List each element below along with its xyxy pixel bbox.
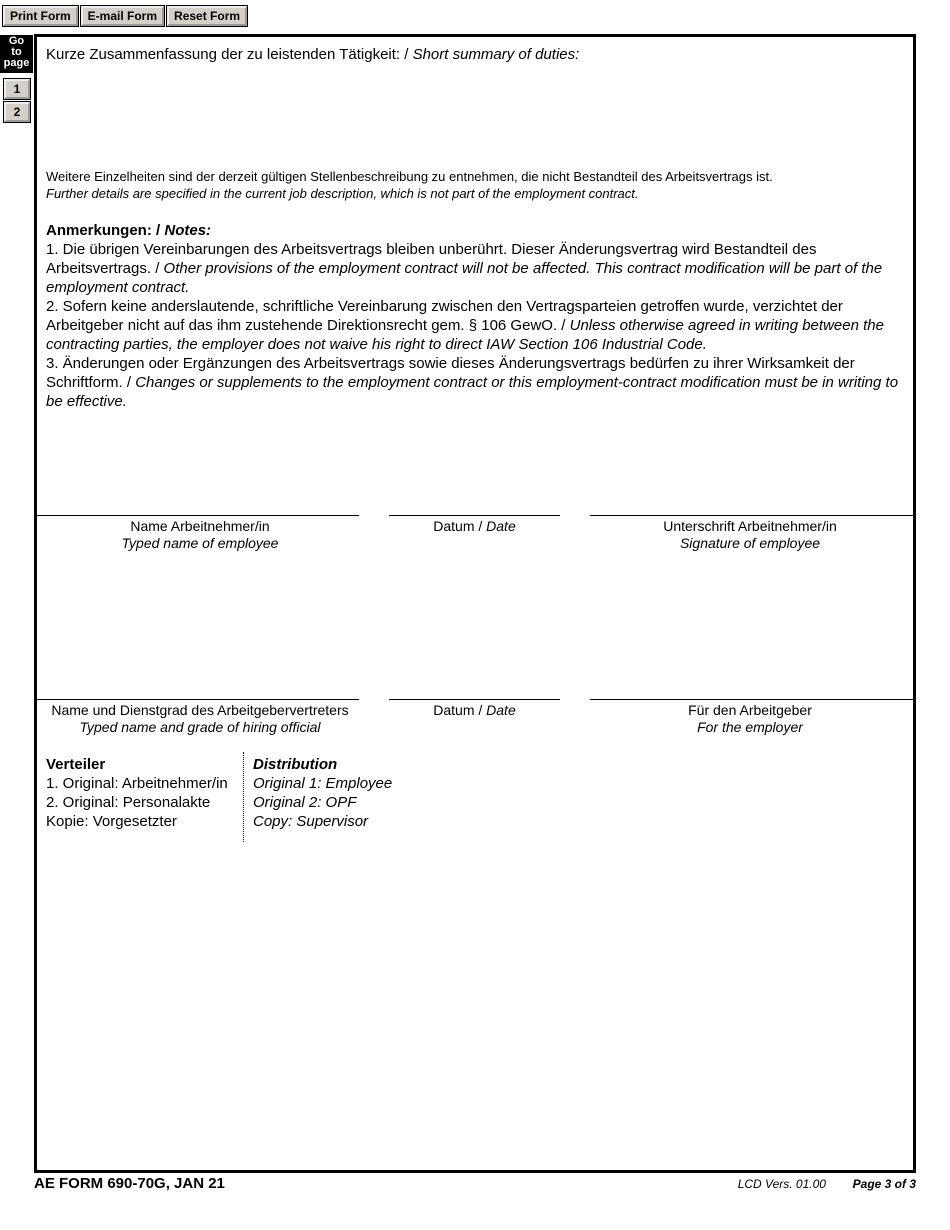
official-name-field[interactable] — [37, 624, 359, 698]
official-date-caption: Datum / Date — [433, 702, 516, 718]
official-date-field[interactable] — [389, 624, 560, 698]
employee-date-caption: Datum / Date — [433, 518, 516, 534]
distribution-divider — [243, 752, 244, 842]
employee-signature-line — [590, 515, 915, 516]
notes-heading: Anmerkungen: / Notes: — [46, 222, 212, 239]
job-description-note: Weitere Einzelheiten sind der derzeit gültigen Stellenbeschreibung zu entnehmen, die nicht Bestandteil des Arbeitsvertrags ist. Further details are specified in the current job description, which is not part of the employment contract. — [46, 169, 773, 201]
list-item: Copy: Supervisor — [253, 813, 369, 830]
notes-section — [46, 221, 904, 411]
footer-right — [738, 1177, 916, 1191]
list-item: Kopie: Vorgesetzter — [46, 813, 177, 830]
page-indicator: Page 3 of 3 — [852, 1177, 916, 1191]
summary-input-area[interactable] — [46, 66, 906, 162]
official-name-line — [36, 699, 359, 700]
employee-date-line — [389, 515, 560, 516]
list-item: 1. Original: Arbeitnehmer/in — [46, 775, 228, 792]
reset-form-button[interactable]: Reset Form — [167, 6, 247, 26]
goto-page-1-button[interactable]: 1 — [4, 79, 30, 99]
employer-signature-field[interactable] — [590, 624, 913, 698]
note-item-2: 2. Sofern keine anderslautende, schriftliche Vereinbarung zwischen den Vertragsparteien getroffen wurde, verzichtet der Arbeitgeber nicht auf das ihm zustehende Direktionsrecht gem. § 106 GewO. / Unless otherwise agreed in writing between the contracting parties, the employer does not waive his right to direct IAW Section 106 Industrial Code. — [46, 298, 884, 353]
employer-signature-caption: Für den Arbeitgeber For the employer — [688, 702, 812, 735]
summary-label: Kurze Zusammenfassung der zu leistenden Tätigkeit: / Short summary of duties: — [46, 46, 580, 63]
goto-page-label: Go to page — [0, 35, 33, 73]
employee-signature-field[interactable] — [590, 440, 913, 514]
employee-name-line — [36, 515, 359, 516]
form-toolbar — [3, 6, 247, 26]
distribution-list-en: Distribution Original 1: Employee Original 2: OPF Copy: Supervisor — [253, 755, 473, 831]
list-item: 2. Original: Personalakte — [46, 794, 211, 811]
employee-name-caption: Name Arbeitnehmer/in Typed name of employee — [121, 518, 279, 551]
note-item-3: 3. Änderungen oder Ergänzungen des Arbeitsvertrags sowie dieses Änderungsvertrags bedürfen zu ihrer Wirksamkeit der Schriftform. / Changes or supplements to the employment contract or this employment-contract modification must be in writing to be effective. — [46, 355, 899, 410]
employee-name-field[interactable] — [37, 440, 359, 514]
official-name-caption: Name und Dienstgrad des Arbeitgebervertreters Typed name and grade of hiring official — [51, 702, 349, 735]
form-identifier: AE FORM 690-70G, JAN 21 — [34, 1175, 225, 1192]
version-label: LCD Vers. 01.00 — [737, 1177, 826, 1191]
distribution-list-de: Verteiler 1. Original: Arbeitnehmer/in 2. Original: Personalakte Kopie: Vorgesetzter — [46, 755, 240, 831]
list-item: Original 1: Employee — [253, 775, 393, 792]
form-page-frame — [34, 34, 916, 1173]
employee-signature-caption: Unterschrift Arbeitnehmer/in Signature of employee — [663, 518, 837, 551]
official-date-line — [389, 699, 560, 700]
note-item-1: 1. Die übrigen Vereinbarungen des Arbeitsvertrags bleiben unberührt. Dieser Änderungsvertrag wird Bestandteil des Arbeitsvertrags. / Other provisions of the employment contract will not be affected. This contract modification will be part of the employment contract. — [46, 241, 883, 296]
email-form-button[interactable]: E-mail Form — [81, 6, 164, 26]
employer-signature-line — [590, 699, 915, 700]
goto-page-2-button[interactable]: 2 — [4, 102, 30, 122]
employee-date-field[interactable] — [389, 440, 560, 514]
list-item: Original 2: OPF — [253, 794, 357, 811]
print-form-button[interactable]: Print Form — [3, 6, 78, 26]
